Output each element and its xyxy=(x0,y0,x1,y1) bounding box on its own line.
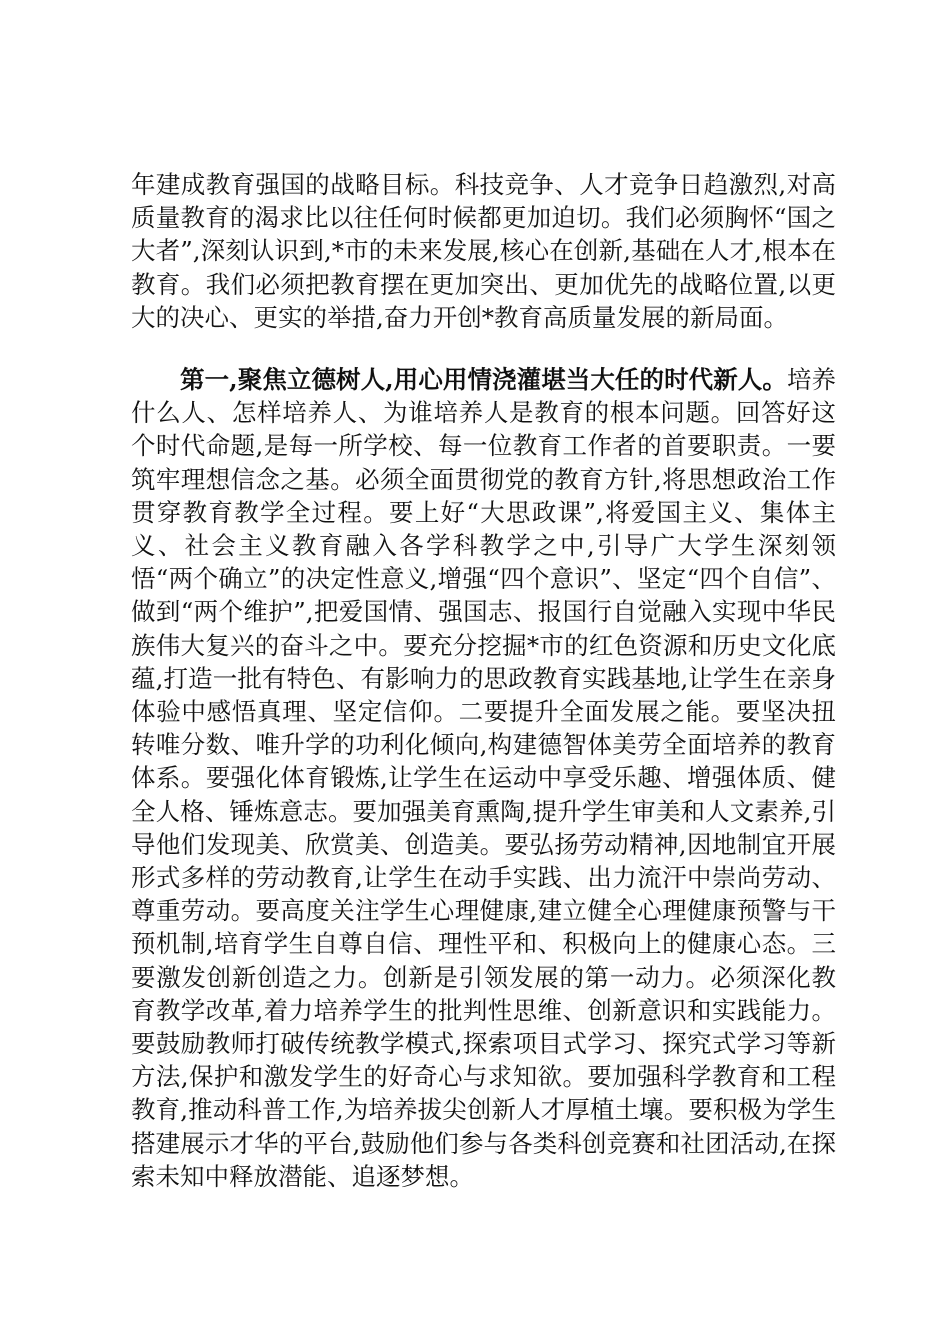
paragraph-continuation xyxy=(131,168,836,334)
section-heading: 第一,聚焦立德树人,用心用情浇灌堪当大任的时代新人。 xyxy=(180,365,787,394)
paragraph-1-text: 年建成教育强国的战略目标。科技竞争、人才竞争日趋激烈,对高质量教育的渴求比以往任何时候都更加迫切。我们必须胸怀“国之大者”,深刻认识到,*市的未来发展,核心在创新,基础在人才,根本在教育。我们必须把教育摆在更加突出、更加优先的战略位置,以更大的决心、更实的举措,奋力开创*教育高质量发展的新局面。 xyxy=(131,170,836,332)
section-body-text: 培养什么人、怎样培养人、为谁培养人是教育的根本问题。回答好这个时代命题,是每一所学校、每一位教育工作者的首要职责。一要筑牢理想信念之基。必须全面贯彻党的教育方针,将思想政治工作贯穿教育教学全过程。要上好“大思政课”,将爱国主义、集体主义、社会主义教育融入各学科教学之中,引导广大学生深刻领悟“两个确立”的决定性意义,增强“四个意识”、坚定“四个自信”、做到“两个维护”,把爱国情、强国志、报国行自觉融入实现中华民族伟大复兴的奋斗之中。要充分挖掘*市的红色资源和历史文化底蕴,打造一批有特色、有影响力的思政教育实践基地,让学生在亲身体验中感悟真理、坚定信仰。二要提升全面发展之能。要坚决扭转唯分数、唯升学的功利化倾向,构建德智体美劳全面培养的教育体系。要强化体育锻炼,让学生在运动中享受乐趣、增强体质、健全人格、锤炼意志。要加强美育熏陶,提升学生审美和人文素养,引导他们发现美、欣赏美、创造美。要弘扬劳动精神,因地制宜开展形式多样的劳动教育,让学生在动手实践、出力流汗中崇尚劳动、尊重劳动。要高度关注学生心理健康,建立健全心理健康预警与干预机制,培育学生自尊自信、理性平和、积极向上的健康心态。三要激发创新创造之力。创新是引领发展的第一动力。必须深化教育教学改革,着力培养学生的批判性思维、创新意识和实践能力。要鼓励教师打破传统教学模式,探索项目式学习、探究式学习等新方法,保护和激发学生的好奇心与求知欲。要加强科学教育和工程教育,推动科普工作,为培养拔尖创新人才厚植土壤。要积极为学生搭建展示才华的平台,鼓励他们参与各类科创竞赛和社团活动,在探索未知中释放潜能、追逐梦想。 xyxy=(131,365,837,1191)
section-paragraph xyxy=(131,363,836,1193)
